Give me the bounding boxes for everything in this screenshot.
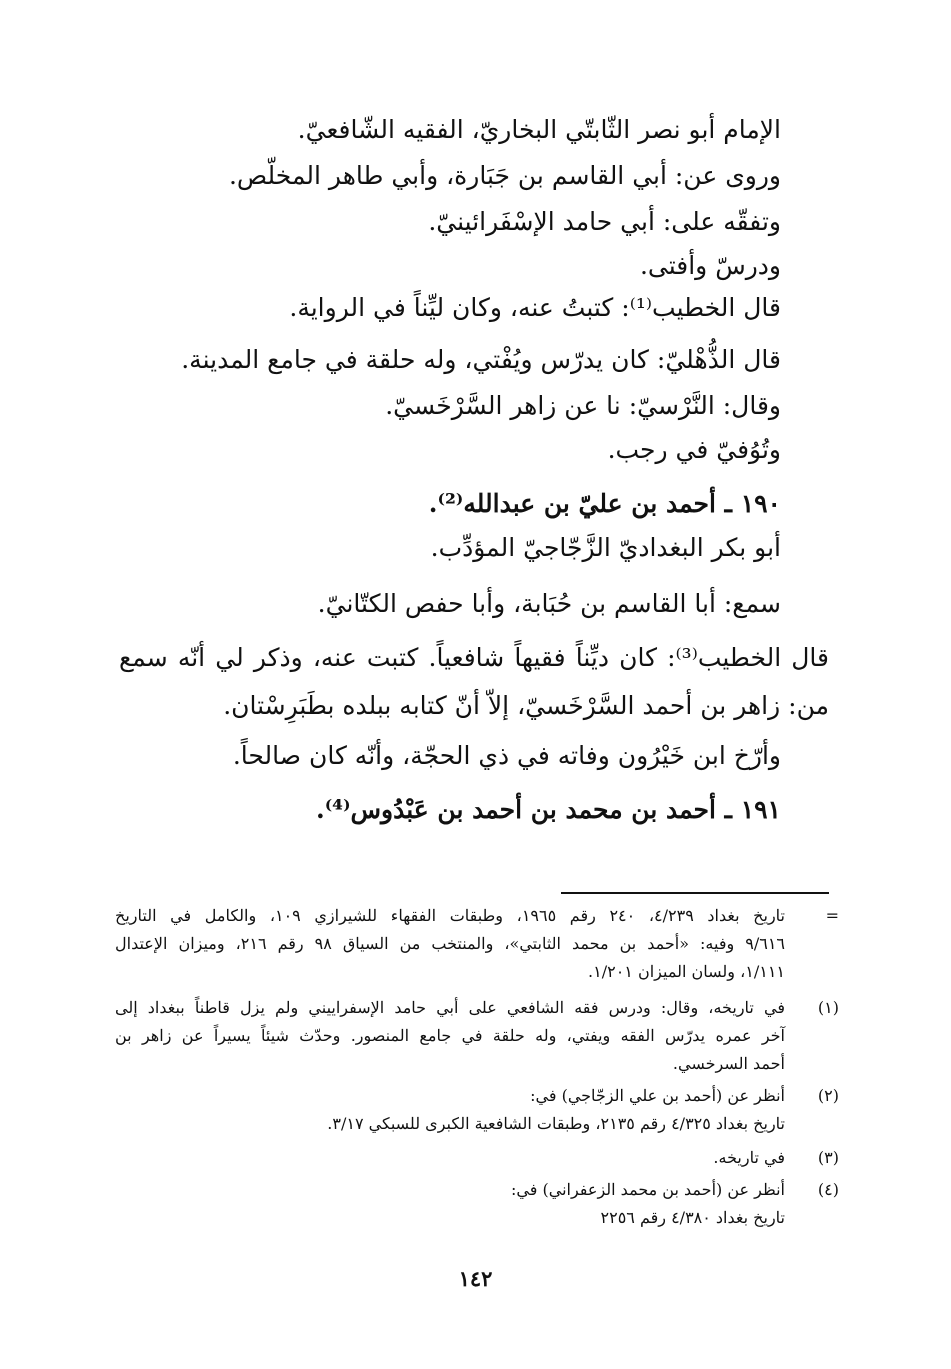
text-line: ودرسّ وأفتى. [639, 251, 781, 280]
footnote-number: (٤) [817, 1180, 839, 1199]
footnote-line: آخر عمره يدرّس الفقه ويفتي، وله حلقة في جامع المنصور. وحدّث شيئاً يسيراً عن زاهر بن [115, 1026, 785, 1045]
footnote-line: ١/١١١، ولسان الميزان ١/٢٠١. [588, 962, 785, 981]
footnote-line: في تاريخه، وقال: ودرس فقه الشافعي على أبي حامد الإسفراييني ولم يزل قاطناً ببغداد إلى [115, 998, 785, 1017]
text-line: الإمام أبو نصر الثّابتّي البخاريّ، الفقيه الشّافعيّ. [297, 115, 781, 144]
footnote-line: ٩/٦١٦ وفيه: «أحمد بن محمد الثابتي»، والمنتخب من السياق ٩٨ رقم ٢١٦، وميزان الإعتدال [115, 934, 785, 953]
continuation-mark: = [825, 906, 839, 925]
text-line: وأرّخ ابن خَيْرُون وفاته في ذي الحجّة، وأنّه كان صالحاً. [232, 741, 781, 770]
text-line: أبو بكر البغداديّ الزَّجّاجيّ المؤدِّب. [430, 533, 781, 562]
text-line: قال الذُّهْليّ: كان يدرّس ويُفْتي، وله حلقة في جامع المدينة. [181, 345, 781, 374]
footnote-divider [561, 892, 829, 894]
footnote-line: أحمد السرخسي. [672, 1054, 785, 1073]
footnote-line: تاريخ بغداد ٤/٢٣٩، ٢٤٠ رقم ١٩٦٥، وطبقات الفقهاء للشيرازي ١٠٩، والكامل في التاريخ [115, 906, 786, 925]
text-line: سمع: أبا القاسم بن حُبَابة، وأبا حفص الكتّانيّ. [317, 589, 781, 618]
page-number: ١٤٢ [458, 1266, 493, 1291]
footnote-line: أنظر عن (أحمد بن علي الزجّاجي) في: [530, 1086, 785, 1105]
text-line: وتُوُفيّ في رجب. [607, 435, 781, 464]
text-line: من: زاهر بن أحمد السَّرْخَسيّ، إلاّ أنّ كتابه ببلده بطَبَرِسْتان. [223, 691, 829, 720]
footnote-number: (١) [817, 998, 839, 1017]
footnote-line: أنظر عن (أحمد بن محمد الزعفراني) في: [511, 1180, 785, 1199]
text-line: قال الخطيب⁽³⁾: كان ديِّناً فقيهاً شافعياً. كتبت عنه، وذكر لي أنّه سمع [119, 643, 829, 672]
text-line: وتفقّه على: أبي حامد الإسْفَرائينيّ. [428, 207, 781, 236]
footnote-line: تاريخ بغداد ٤/٣٨٠ رقم ٢٢٥٦ [600, 1208, 785, 1227]
text-line: قال الخطيب⁽¹⁾: كتبتُ عنه، وكان ليِّناً في الرواية. [289, 293, 781, 322]
footnote-number: (٣) [817, 1148, 839, 1167]
text-line: وقال: النَّرْسيّ: نا عن زاهر السَّرْخَسيّ. [385, 391, 781, 420]
entry-heading-190: ١٩٠ ـ أحمد بن عليّ بن عبدالله⁽²⁾. [428, 489, 781, 518]
footnote-number: (٢) [817, 1086, 839, 1105]
text-line: وروى عن: أبي القاسم بن جَبَارة، وأبي طاهر المخلّص. [228, 161, 781, 190]
footnote-line: في تاريخه. [713, 1148, 785, 1167]
footnote-line: تاريخ بغداد ٤/٣٢٥ رقم ٢١٣٥، وطبقات الشافعية الكبرى للسبكي ٣/١٧. [327, 1114, 785, 1133]
entry-heading-191: ١٩١ ـ أحمد بن محمد بن أحمد بن عَبْدُوس⁽⁴⁾. [315, 795, 781, 824]
